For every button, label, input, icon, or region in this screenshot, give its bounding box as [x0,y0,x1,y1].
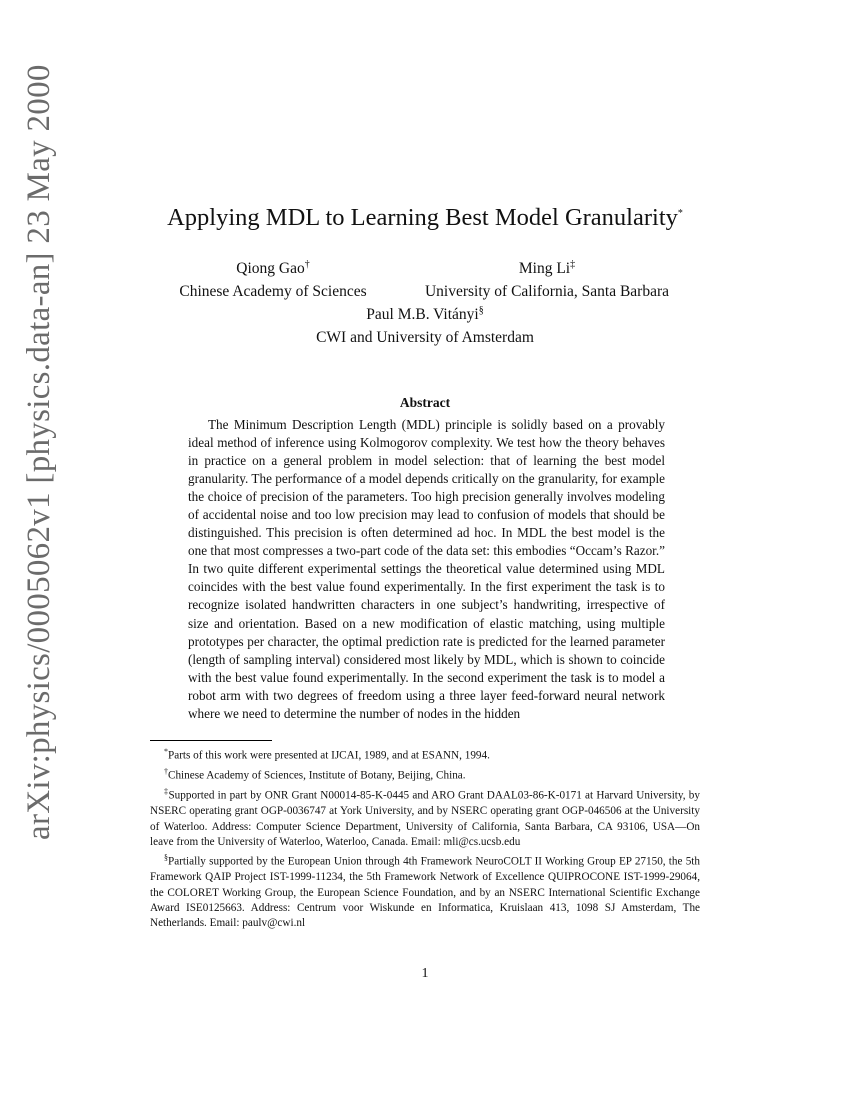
title-footnote-mark: * [677,207,683,219]
footnote-mark: * [164,747,168,756]
paper-title [0,204,850,232]
footnote [150,850,700,931]
author-name-text: Qiong Gao [236,260,305,278]
author-name-text: Paul M.B. Vitányi [366,306,479,324]
footnotes [150,744,700,932]
footnote [150,784,700,850]
author-name [397,253,697,280]
footnote-text: Supported in part by ONR Grant N00014-85-K-0445 and ARO Grant DAAL03-86-K-0171 at Harvard University, by NSERC operating grant OGP-0036747 at York University, and by NSERC operating grant OGP-046506 at the University of Waterloo. Address: Computer Science Department, University of California, Santa Barbara, CA 93106, USA—On leave from the University of Waterloo, Waterloo, Canada. Email: mli@cs.ucsb.edu [150,789,700,848]
arxiv-stamp: arXiv:physics/0005062v1 [physics.data-an] 23 May 2000 [21,64,57,840]
footnote [150,744,700,764]
footnote-mark: ‡ [164,787,169,797]
author-name-text: Ming Li [518,260,571,278]
author-footnote-mark: ‡ [570,259,576,270]
author-block-li [397,253,697,303]
footnote-text: Chinese Academy of Sciences, Institute of Botany, Beijing, China. [168,769,466,782]
footnote [150,764,700,784]
footnote-text: Parts of this work were presented at IJCAI, 1989, and at ESANN, 1994. [168,749,490,762]
author-block-vitanyi [250,299,600,349]
footnote-text: Partially supported by the European Union through 4th Framework NeuroCOLT II Working Group EP 27150, the 5th Framework QAIP Project IST-1999-11234, the 5th Framework Network of Excellence QUIPROCONE IST-1999-29064, the COLORET Working Group, the European Science Foundation, and by an NSERC International Scientific Exchange Award ISE0125663. Address: Centrum voor Wiskunde en Informatica, Kruislaan 413, 1098 SJ Amsterdam, The Netherlands. Email: paulv@cwi.nl [150,856,700,930]
author-affiliation: Chinese Academy of Sciences [179,283,367,301]
author-name [155,253,391,280]
author-block-gao [155,253,391,303]
footnote-mark: § [164,853,168,863]
author-affiliation: University of California, Santa Barbara [424,283,670,301]
page-number: 1 [421,966,429,981]
author-affiliation: CWI and University of Amsterdam [316,329,534,347]
author-footnote-mark: § [478,305,484,316]
paper-title-text: Applying MDL to Learning Best Model Granularity [167,204,678,231]
author-name [250,299,600,326]
author-footnote-mark: † [304,259,310,270]
footnote-mark: † [164,767,168,777]
footnote-divider [150,740,272,741]
abstract-heading: Abstract [399,395,451,410]
abstract-body: The Minimum Description Length (MDL) principle is solidly based on a provably ideal method of inference using Kolmogorov complexity. We test how the theory behaves in practice on a general problem in model selection: that of learning the best model granularity. The performance of a model depends critically on the granularity, for example the choice of precision of the parameters. Too high precision generally involves modeling of accidental noise and too low precision may lead to confusion of models that should be distinguished. This precision is often determined ad hoc. In MDL the best model is the one that most compresses a two-part code of the data set: this embodies “Occam’s Razor.” In two quite different experimental settings the theoretical value determined using MDL coincides with the best value found experimentally. In the first experiment the task is to recognize isolated handwritten characters in one subject’s handwriting, irrespective of size and orientation. Based on a new modification of elastic matching, using multiple prototypes per character, the optimal prediction rate is predicted for the learned parameter (length of sampling interval) considered most likely by MDL, which is shown to coincide with the best value found experimentally. In the second experiment the task is to model a robot arm with two degrees of freedom using a three layer feed-forward neural network where we need to determine the number of nodes in the hidden [188,417,665,721]
